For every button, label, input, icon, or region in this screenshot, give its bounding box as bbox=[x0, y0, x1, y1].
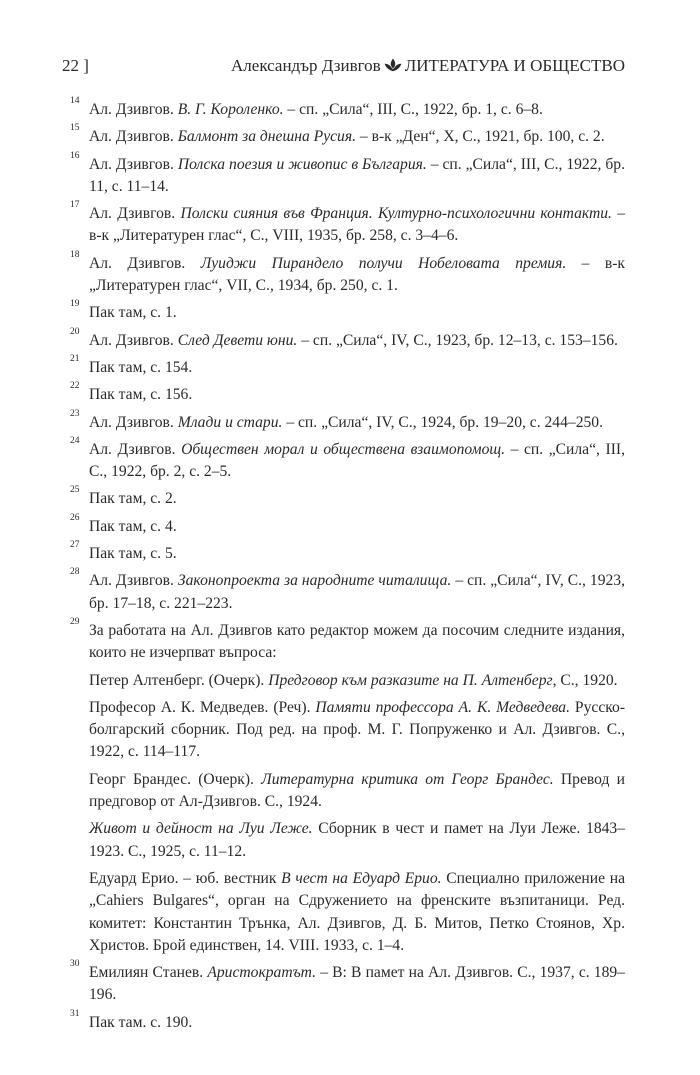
footnote-text-before: Пак там, с. 154. bbox=[89, 358, 193, 376]
footnote bbox=[70, 435, 625, 484]
footnote-title: Млади и стари. bbox=[177, 413, 283, 431]
running-header bbox=[62, 52, 625, 80]
footnote-text-after: – сп. „Сила“, III, С., 1922, бр. 11, с. 11–14. bbox=[89, 155, 625, 195]
footnote-text-before: Петер Алтенберг. (Очерк). bbox=[89, 671, 269, 689]
footnote-text-before: Пак там, с. 156. bbox=[89, 386, 193, 404]
footnote bbox=[70, 299, 625, 324]
footnote-title: Аристократът. bbox=[207, 964, 317, 982]
footnote-text-before: Емилиян Станев. bbox=[89, 964, 208, 982]
footnote bbox=[70, 1008, 625, 1034]
footnote-text-before: Ал. Дзивгов. bbox=[89, 101, 178, 118]
footnote-text bbox=[89, 203, 625, 248]
page-number: 22 ] bbox=[62, 56, 89, 75]
footnote bbox=[70, 485, 625, 510]
footnote-text-before: Ал. Дзивгов. bbox=[89, 155, 178, 173]
footnote-number: 30 bbox=[70, 959, 80, 970]
footnote-text bbox=[89, 253, 625, 298]
footnote bbox=[70, 249, 625, 298]
footnote-text-before: Ал. Дзивгов. bbox=[89, 205, 181, 223]
footnote-text-after: Превод и предговор от Ал-Дзивгов. С., 1924. bbox=[89, 770, 625, 811]
footnote bbox=[70, 200, 625, 248]
footnote-number: 25 bbox=[70, 485, 80, 496]
footnote-number: 14 bbox=[70, 96, 80, 106]
footnote bbox=[70, 512, 625, 538]
footnote-text bbox=[89, 570, 625, 615]
footnote-text-after: – в-к „Ден“, X, С., 1921, бр. 100, с. 2. bbox=[355, 128, 605, 146]
footnote-title: След Девети юни. bbox=[177, 331, 298, 349]
footnote bbox=[70, 408, 625, 434]
footnote bbox=[70, 616, 626, 957]
footnote-number: 26 bbox=[70, 512, 80, 523]
footnote-text-before: Пак там, с. 4. bbox=[89, 517, 177, 535]
footnote-text bbox=[89, 154, 625, 199]
footnote-number: 23 bbox=[70, 408, 80, 419]
footnote-text-before: Ал. Дзивгов. bbox=[89, 331, 178, 349]
footnote-text-after: – в-к „Литературен глас“, С., VIII, 1935, бр. 258, с. 3–4–6. bbox=[89, 205, 625, 245]
footnote-text-before: Ал. Дзивгов. bbox=[89, 572, 178, 590]
footnote-text-after: – сп. „Сила“, IV, С., 1924, бр. 19–20, с. 244–250. bbox=[282, 413, 603, 431]
footnote-text bbox=[89, 1012, 625, 1034]
footnote-title: Полска поезия и живопис в България. bbox=[177, 155, 427, 173]
footnote-text-after: Русско-болгарский сборник. Под ред. на проф. М. Г. Попруженко и Ал. Дзивгов. С., 1922, с. 114–117. bbox=[89, 698, 626, 761]
footnote-text-before: За работата на Ал. Дзивгов като редактор можем да посочим следните издания, които не изчерпват въпроса: bbox=[89, 621, 625, 662]
footnote-text-before: Пак там. с. 190. bbox=[89, 1013, 193, 1031]
footnote-number: 31 bbox=[70, 1008, 80, 1019]
footnote-text-before: Професор А. К. Медведев. (Реч). bbox=[89, 698, 316, 716]
footnote-title: Полски сияния във Франция. Културно-психологични контакти. bbox=[180, 205, 612, 223]
header-author: Александър Дзивгов bbox=[231, 56, 381, 75]
footnote-text-before: Ал. Дзивгов. bbox=[89, 128, 178, 146]
footnote bbox=[70, 326, 625, 352]
footnote-title: Луиджи Пирандело получи Нобеловата премия. bbox=[200, 254, 567, 272]
footnote bbox=[70, 96, 625, 121]
footnote-title: Литературна критика от Георг Брандес. bbox=[261, 770, 554, 788]
footnote-text bbox=[89, 357, 625, 379]
footnote-text-after: , С., 1920. bbox=[552, 671, 618, 689]
footnote bbox=[70, 123, 625, 148]
footnote bbox=[70, 959, 625, 1007]
header-book-title: ЛИТЕРАТУРА И ОБЩЕСТВО bbox=[404, 56, 625, 75]
footnote-text bbox=[89, 769, 625, 814]
footnote-text bbox=[89, 868, 625, 957]
footnote-text-before: Пак там, с. 5. bbox=[89, 545, 177, 563]
footnote-number: 18 bbox=[70, 249, 80, 260]
footnotes-list bbox=[70, 96, 626, 1039]
footnote-text-before: Ал. Дзивгов. bbox=[89, 254, 201, 272]
footnote-text-before: Ал. Дзивгов. bbox=[89, 413, 178, 431]
footnote-text bbox=[89, 384, 625, 406]
footnote-text-after: – В: В памет на Ал. Дзивгов. С., 1937, с. 189–196. bbox=[89, 964, 625, 1004]
footnote-text bbox=[89, 412, 625, 434]
footnote-text-before: Пак там, с. 1. bbox=[89, 304, 177, 322]
footnote-text bbox=[89, 439, 625, 484]
footnote-title: Живот и дейност на Луи Леже. bbox=[89, 820, 313, 838]
footnote-title: Балмонт за днешна Русия. bbox=[177, 128, 356, 146]
footnote-text bbox=[89, 962, 625, 1007]
footnote-text bbox=[89, 543, 625, 565]
footnote bbox=[70, 540, 625, 565]
footnote bbox=[70, 150, 625, 199]
footnote-text-after: – сп. „Сила“, IV, С., 1923, бр. 17–18, с. 221–223. bbox=[89, 572, 625, 612]
footnote-text-after: Сборник в чест и памет на Луи Леже. 1843–1923. С., 1925, с. 11–12. bbox=[89, 820, 626, 860]
footnote-text-before: Едуард Ерио. – юб. вестник bbox=[89, 869, 282, 887]
footnote-number: 22 bbox=[70, 381, 80, 392]
running-title bbox=[231, 52, 625, 80]
footnote-number: 21 bbox=[70, 353, 80, 364]
footnote-text-after: – в-к „Литературен глас“, VII, С., 1934, бр. 250, с. 1. bbox=[89, 254, 625, 295]
footnote-text bbox=[89, 99, 625, 121]
footnote-number: 24 bbox=[70, 435, 80, 446]
footnote-text-before: Пак там, с. 2. bbox=[89, 490, 177, 508]
footnote-number: 27 bbox=[70, 540, 80, 551]
footnote-text bbox=[89, 620, 625, 665]
footnote-text bbox=[89, 697, 625, 764]
footnote-text-before: Ал. Дзивгов. bbox=[89, 440, 182, 458]
footnote-title: В чест на Едуард Ерио. bbox=[281, 869, 442, 887]
footnote-text-after: – сп. „Сила“, III, С., 1922, бр. 2, с. 2–5. bbox=[89, 440, 625, 481]
footnote-title: В. Г. Короленко. bbox=[177, 101, 284, 118]
footnote-text bbox=[89, 126, 625, 148]
footnote-text-after: – сп. „Сила“, III, С., 1922, бр. 1, с. 6–8. bbox=[283, 101, 543, 118]
footnote-title: Предговор към разказите на П. Алтенберг bbox=[268, 671, 553, 689]
footnote-title: Обществен морал и обществена взаимопомощ. bbox=[181, 440, 506, 458]
footnote-text bbox=[89, 670, 625, 692]
footnote-text-before: Георг Брандес. (Очерк). bbox=[89, 770, 262, 788]
footnote-text bbox=[89, 488, 625, 510]
footnote-number: 28 bbox=[70, 567, 80, 578]
footnote-text bbox=[89, 330, 625, 352]
footnote-text bbox=[89, 302, 625, 324]
footnote bbox=[70, 353, 625, 379]
footnote-number: 17 bbox=[70, 200, 80, 211]
footnote-number: 15 bbox=[70, 123, 80, 134]
leaf-icon bbox=[384, 58, 402, 72]
footnote-number: 16 bbox=[70, 150, 80, 161]
footnote-text bbox=[89, 818, 625, 863]
footnote-number: 29 bbox=[70, 616, 80, 627]
footnote bbox=[70, 381, 625, 406]
footnote-text bbox=[89, 516, 625, 538]
footnote-text-after: – сп. „Сила“, IV, С., 1923, бр. 12–13, с. 153–156. bbox=[297, 331, 618, 349]
footnote-text-after: Специално приложение на „Cahiers Bulgares“, орган на Сдружението на френските възпитаници. Ред. комитет: Константин Трънка, Ал. Дзивгов, Д. Б. Митов, Петко Стоянов, Хр. Христов. Брой единствен, 14. VIII. 1933, с. 1–4. bbox=[89, 869, 625, 954]
footnote bbox=[70, 567, 625, 615]
footnote-number: 19 bbox=[70, 299, 80, 310]
footnote-number: 20 bbox=[70, 326, 80, 337]
footnote-title: Памяти профессора А. К. Медведева. bbox=[315, 698, 570, 716]
footnote-title: Законопроекта за народните читалища. bbox=[177, 572, 452, 590]
